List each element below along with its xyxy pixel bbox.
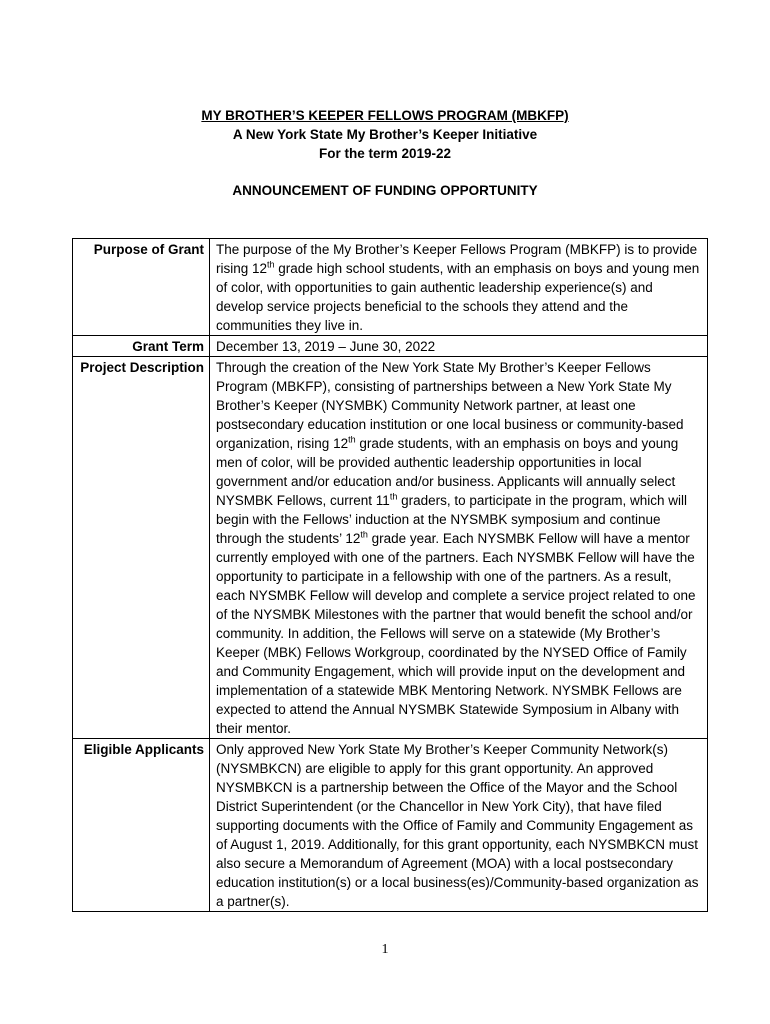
eligible-applicants-text: Only approved New York State My Brother’s Keeper Community Network(s) (NYSMBKCN) are eligible to apply for this grant opportunity. An approved NYSMBKCN is a partnership between the Office of the Mayor and the School District Superintendent (or the Chancellor in New York City), that have filed supporting documents with the Office of Family and Community Engagement as of August 1, 2019. Additionally, for this grant opportunity, each NYSMBKCN must also secure a Memorandum of Agreement (MOA) with a local postsecondary education institution(s) or a local business(es)/Community-based organization as a partner(s). (210, 739, 708, 912)
table-row (73, 239, 708, 336)
page-number: 1 (381, 942, 389, 957)
grant-term-text: December 13, 2019 – June 30, 2022 (210, 336, 708, 357)
program-term: For the term 2019-22 (318, 146, 452, 161)
grant-details-table (72, 238, 708, 912)
table-row (73, 739, 708, 912)
announcement-title: ANNOUNCEMENT OF FUNDING OPPORTUNITY (232, 183, 538, 198)
grant-term-label: Grant Term (73, 336, 210, 357)
table-row (73, 357, 708, 739)
document-header (0, 106, 770, 200)
project-description-text: Through the creation of the New York State My Brother’s Keeper Fellows Program (MBKFP), consisting of partnerships between a New York State My Brother’s Keeper (NYSMBK) Community Network partner, at least one postsecondary education institution or one local business or community-based organization, rising 12th grade students, with an emphasis on boys and young men of color, will be provided authentic leadership opportunities in local government and/or education and/or business. Applicants will annually select NYSMBK Fellows, current 11th graders, to participate in the program, which will begin with the Fellows’ induction at the NYSMBK symposium and continue through the students’ 12th grade year. Each NYSMBK Fellow will have a mentor currently employed with one of the partners. Each NYSMBK Fellow will have the opportunity to participate in a fellowship with one of the partners. As a result, each NYSMBK Fellow will develop and complete a service project related to one of the NYSMBK Milestones with the partner that would benefit the school and/or community. In addition, the Fellows will serve on a statewide (My Brother’s Keeper (MBK) Fellows Workgroup, coordinated by the NYSED Office of Family and Community Engagement, which will provide input on the development and implementation of a statewide MBK Mentoring Network. NYSMBK Fellows are expected to attend the Annual NYSMBK Statewide Symposium in Albany with their mentor. (210, 357, 708, 739)
eligible-applicants-label: Eligible Applicants (73, 739, 210, 912)
purpose-text: The purpose of the My Brother’s Keeper Fellows Program (MBKFP) is to provide rising 12th grade high school students, with an emphasis on boys and young men of color, with opportunities to gain authentic leadership experience(s) and develop service projects beneficial to the schools they attend and the communities they live in. (210, 239, 708, 336)
table-row (73, 336, 708, 357)
program-subtitle: A New York State My Brother’s Keeper Initiative (232, 127, 538, 142)
program-title: MY BROTHER’S KEEPER FELLOWS PROGRAM (MBKFP) (201, 108, 569, 123)
project-description-label: Project Description (73, 357, 210, 739)
purpose-label: Purpose of Grant (73, 239, 210, 336)
